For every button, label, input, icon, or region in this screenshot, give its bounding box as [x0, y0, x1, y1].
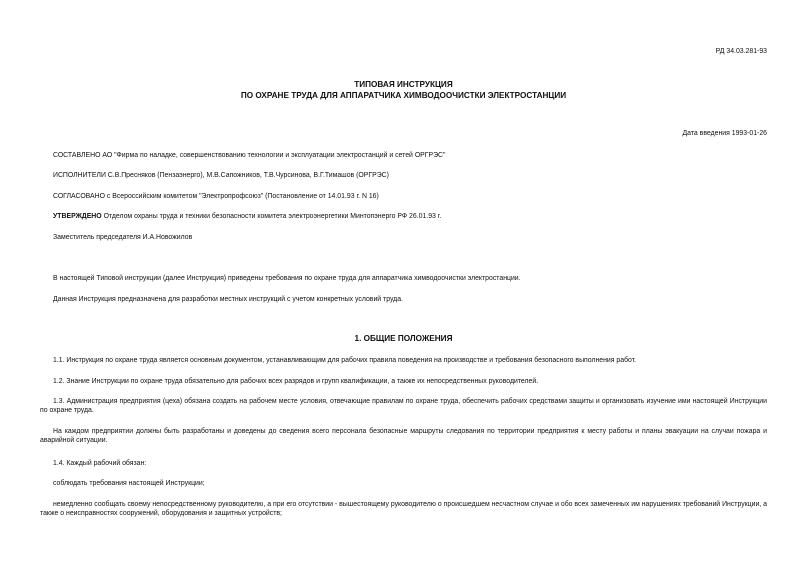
preamble-paragraph-1: В настоящей Типовой инструкции (далее Инструкция) приведены требования по охране труда для аппаратчика химводоочистки электростанции.	[53, 275, 521, 282]
document-title	[0, 79, 807, 102]
paragraph-1-4-item-a: соблюдать требования настоящей Инструкции;	[53, 480, 205, 487]
paragraph-1-2: 1.2. Знание Инструкции по охране труда обязательно для рабочих всех разрядов и групп квалификации, а также их непосредственных руководителей.	[53, 378, 539, 385]
approved-label: УТВЕРЖДЕНО	[53, 213, 102, 220]
title-line-2: ПО ОХРАНЕ ТРУДА ДЛЯ АППАРАТЧИКА ХИМВОДООЧИСТКИ ЭЛЕКТРОСТАНЦИИ	[240, 91, 567, 101]
performers: ИСПОЛНИТЕЛИ С.В.Пресняков (Пензаэнерго), М.В.Сапожников, Т.В.Чурсинова, В.Г.Тимашов (ОРГРЭС)	[53, 172, 389, 179]
paragraph-1-4-item-b: немедленно сообщать своему непосредственному руководителю, а при его отсутствии - вышестоящему руководителю о происшедшем несчастном случае и обо всех замеченных им нарушениях требований Инструкции, а также о неисправностях сооружений, оборудования и защитных устройств;	[40, 501, 767, 517]
title-line-1: ТИПОВАЯ ИНСТРУКЦИЯ	[354, 80, 453, 89]
paragraph-1-1: 1.1. Инструкция по охране труда является основным документом, устанавливающим для рабочих правила поведения на производстве и требования безопасного выполнения работ.	[53, 357, 637, 364]
compiled-by: СОСТАВЛЕНО АО "Фирма по наладке, совершенствованию технологии и эксплуатации электростанций и сетей ОРГРЭС"	[53, 152, 446, 159]
document-code: РД 34.03.281-93	[715, 48, 767, 55]
paragraph-1-4: 1.4. Каждый рабочий обязан:	[53, 460, 147, 467]
section-heading-general: 1. ОБЩИЕ ПОЛОЖЕНИЯ	[354, 334, 453, 343]
preamble-paragraph-2: Данная Инструкция предназначена для разработки местных инструкций с учетом конкретных условий труда.	[53, 296, 403, 303]
paragraph-1-3: 1.3. Администрация предприятия (цеха) обязана создать на рабочем месте условия, отвечающие правилам по охране труда, обеспечить рабочих средствами защиты и организовать изучение ими настоящей Инструкции по охране труда.	[40, 398, 767, 414]
deputy-chairman: Заместитель председателя И.А.Новожилов	[53, 234, 193, 241]
agreed-with: СОГЛАСОВАНО с Всероссийским комитетом "Электропрофсоюз" (Постановление от 14.01.93 г. N 16)	[53, 193, 379, 200]
paragraph-1-3-evacuation: На каждом предприятии должны быть разработаны и доведены до сведения всего персонала безопасные маршруты следования по территории предприятия к месту работы и планы эвакуации на случаи пожара и аварийной ситуации.	[40, 428, 767, 444]
approved-by	[53, 213, 441, 222]
approved-text: Отделом охраны труда и техники безопасности комитета электроэнергетики Минтопэнерго РФ 26.01.93 г.	[101, 213, 442, 220]
introduction-date: Дата введения 1993-01-26	[682, 130, 767, 137]
